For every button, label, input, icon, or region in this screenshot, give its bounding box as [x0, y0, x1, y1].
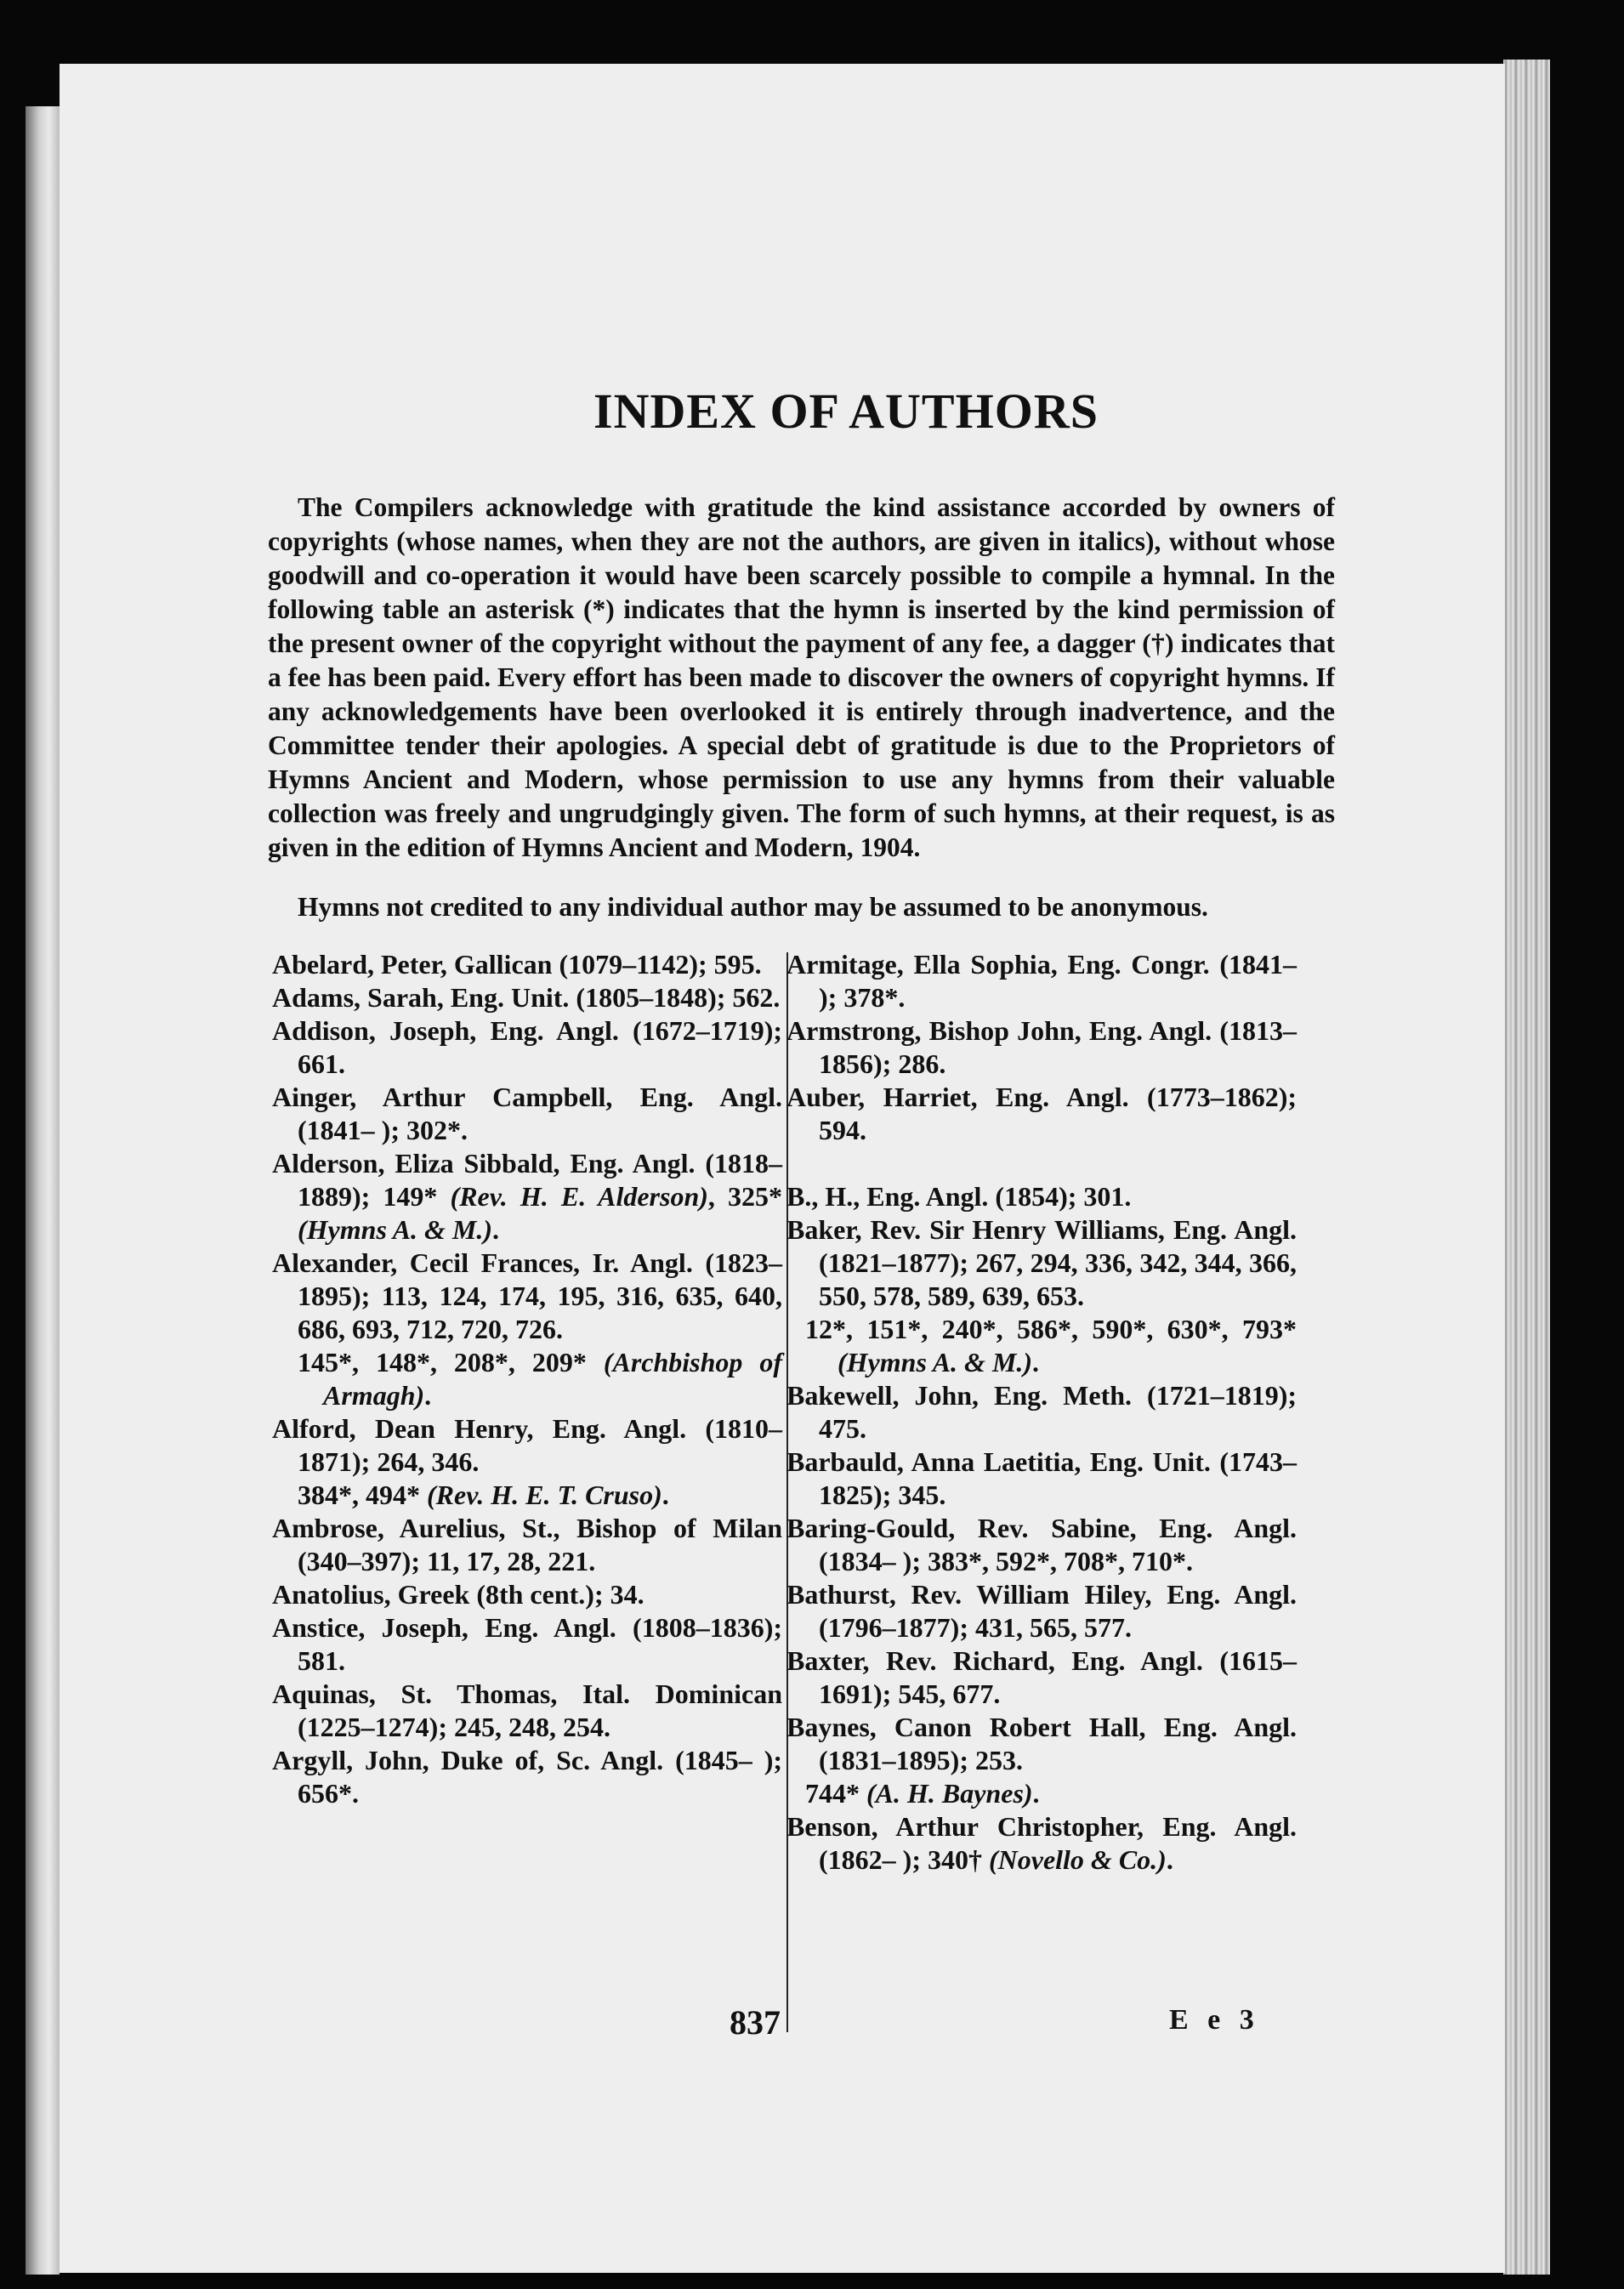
author-entry — [272, 1678, 782, 1744]
preface-paragraph: The Compilers acknowledge with gratitude the kind assistance accorded by owners of copyrights (whose names, when they are not the authors, are given in italics), without whose goodwill and co-operation it would have been scarcely possible to compile a hymnal. In the following table an asterisk (*) indicates that the hymn is inserted by the kind permission of the present owner of the copyright without the payment of any fee, a dagger (†) indicates that a fee has been paid. Every effort has been made to discover the owners of copyright hymns. If any acknowledgements have been overlooked it is entirely through inadvertence, and the Committee tender their apologies. A special debt of gratitude is due to the Proprietors of Hymns Ancient and Modern, whose permission to use any hymns from their valuable collection was freely and ungrudgingly given. The form of such hymns, at their request, is as given in the edition of Hymns Ancient and Modern, 1904. — [268, 491, 1335, 862]
entry-text: Anatolius, Greek (8th cent.); 34. — [272, 1579, 644, 1610]
entry-tail: . — [1166, 1844, 1173, 1875]
author-entry — [786, 1379, 1297, 1446]
previous-page-edge — [26, 106, 60, 2275]
author-entry — [272, 1611, 782, 1678]
entry-tail: . — [1032, 1347, 1040, 1377]
page-title: INDEX OF AUTHORS — [593, 383, 1099, 439]
entry-gap — [786, 1147, 1297, 1180]
author-entry — [786, 1180, 1297, 1213]
author-entry — [272, 1147, 782, 1247]
author-entry — [786, 1810, 1297, 1877]
entry-tail: . — [424, 1380, 432, 1411]
entry-tail: . — [1032, 1778, 1040, 1809]
index-column-left — [272, 948, 782, 1810]
copyright-owner: (Archbishop of Armagh) — [323, 1347, 783, 1411]
signature-mark: E e 3 — [1169, 2004, 1260, 2036]
copyright-owner: (Rev. H. E. Alderson) — [450, 1181, 708, 1212]
author-entry — [786, 1644, 1297, 1711]
entry-text: Armitage, Ella Sophia, Eng. Congr. (1841– ); 378*. — [786, 949, 1297, 1013]
author-entry — [272, 1081, 782, 1147]
author-entry — [786, 1213, 1297, 1313]
author-entry — [786, 1081, 1297, 1147]
author-entry — [272, 948, 782, 981]
author-entry — [272, 1247, 782, 1346]
author-entry — [786, 1512, 1297, 1578]
entry-text: Adams, Sarah, Eng. Unit. (1805–1848); 562. — [272, 982, 781, 1013]
entry-tail: . — [492, 1214, 500, 1245]
entry-text: Auber, Harriet, Eng. Angl. (1773–1862); 594. — [786, 1082, 1297, 1145]
entry-tail: . — [662, 1480, 669, 1510]
entry-text: Alderson, Eliza Sibbald, Eng. Angl. (1818–1889); 149* — [272, 1148, 782, 1212]
author-entry — [272, 1512, 782, 1578]
permission-numbers: 384*, 494* — [298, 1480, 420, 1510]
author-entry — [786, 1711, 1297, 1777]
author-entry — [272, 1578, 782, 1611]
author-entry — [786, 948, 1297, 1014]
copyright-owner: (Hymns A. & M.) — [298, 1214, 493, 1245]
anonymous-note: Hymns not credited to any individual author may be assumed to be anonymous. — [298, 891, 1208, 922]
entry-text: Bathurst, Rev. William Hiley, Eng. Angl. (1796–1877); 431, 565, 577. — [786, 1579, 1297, 1643]
copyright-owner: (Rev. H. E. T. Cruso) — [427, 1480, 662, 1510]
entry-text: Bakewell, John, Eng. Meth. (1721–1819); 475. — [786, 1380, 1297, 1444]
entry-text: Baynes, Canon Robert Hall, Eng. Angl. (1831–1895); 253. — [786, 1712, 1297, 1775]
author-entry — [272, 1744, 782, 1810]
entry-text: Abelard, Peter, Gallican (1079–1142); 595. — [272, 949, 762, 980]
author-entry — [786, 1446, 1297, 1512]
author-entry — [272, 1412, 782, 1479]
permission-numbers: 145*, 148*, 208*, 209* — [298, 1347, 587, 1377]
entry-text: Ambrose, Aurelius, St., Bishop of Milan (340–397); 11, 17, 28, 221. — [272, 1513, 782, 1576]
entry-text: Alexander, Cecil Frances, Ir. Angl. (1823–1895); 113, 124, 174, 195, 316, 635, 640, 686, 693, 712, 720, 726. — [272, 1247, 782, 1344]
entry-text: Argyll, John, Duke of, Sc. Angl. (1845– ); 656*. — [272, 1745, 782, 1809]
entry-text: Baker, Rev. Sir Henry Williams, Eng. Angl. (1821–1877); 267, 294, 336, 342, 344, 366, 550, 578, 589, 639, 653. — [786, 1214, 1297, 1311]
entry-text: Ainger, Arthur Campbell, Eng. Angl. (1841– ); 302*. — [272, 1082, 782, 1145]
permission-numbers: 12*, 151*, 240*, 586*, 590*, 630*, 793* — [805, 1314, 1297, 1344]
copyright-owner: (A. H. Baynes) — [866, 1778, 1033, 1809]
copyright-owner: (Hymns A. & M.) — [838, 1347, 1033, 1377]
permission-numbers: 744* — [805, 1778, 860, 1809]
entry-text: Baring-Gould, Rev. Sabine, Eng. Angl. (1834– ); 383*, 592*, 708*, 710*. — [786, 1513, 1297, 1576]
author-entry — [786, 1578, 1297, 1644]
entry-text: B., H., Eng. Angl. (1854); 301. — [786, 1181, 1132, 1212]
entry-text: Alford, Dean Henry, Eng. Angl. (1810–1871); 264, 346. — [272, 1413, 782, 1477]
entry-text: Aquinas, St. Thomas, Ital. Dominican (1225–1274); 245, 248, 254. — [272, 1678, 782, 1742]
entry-text-continued: , 325* — [707, 1181, 783, 1212]
entry-text: Anstice, Joseph, Eng. Angl. (1808–1836); 581. — [272, 1612, 782, 1676]
author-entry-permissions — [272, 1479, 782, 1512]
author-entry — [272, 1014, 782, 1081]
entry-text: Baxter, Rev. Richard, Eng. Angl. (1615–1691); 545, 677. — [786, 1645, 1297, 1709]
author-entry — [786, 1014, 1297, 1081]
author-entry-permissions — [272, 1346, 782, 1412]
book-page-edges — [1503, 60, 1550, 2275]
book-page — [60, 64, 1505, 2273]
author-entry — [272, 981, 782, 1014]
page-number: 837 — [730, 2003, 781, 2042]
entry-text: Benson, Arthur Christopher, Eng. Angl. (1862– ); 340† — [786, 1811, 1297, 1875]
author-entry-permissions — [786, 1777, 1297, 1810]
entry-text: Barbauld, Anna Laetitia, Eng. Unit. (1743–1825); 345. — [786, 1446, 1297, 1510]
copyright-owner: (Novello & Co.) — [988, 1844, 1167, 1875]
index-column-right — [786, 948, 1297, 1877]
entry-text: Armstrong, Bishop John, Eng. Angl. (1813–1856); 286. — [786, 1015, 1297, 1079]
entry-text: Addison, Joseph, Eng. Angl. (1672–1719); 661. — [272, 1015, 782, 1079]
author-entry-permissions — [786, 1313, 1297, 1379]
